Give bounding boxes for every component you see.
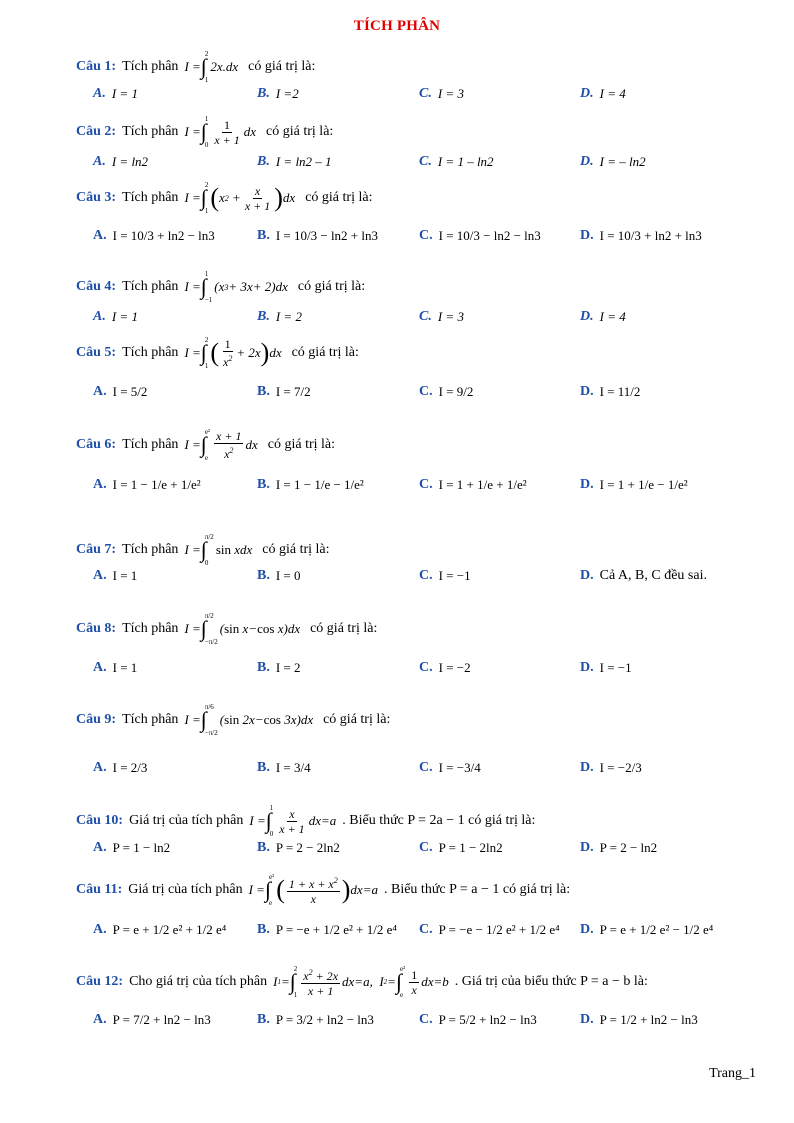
option-d[interactable]: D. I = −2/3 [580,760,642,775]
question-expression: I = ∫ 2 1 ( $\frac{1}{x^2}$ + 2 x ) dx [184,336,282,370]
options-row-8 [0,660,794,684]
question-label: Câu 7: [76,542,117,557]
question-prefix: Tích phân [122,712,179,727]
option-c[interactable]: C. I = 1 – ln2 [419,154,494,169]
option-d[interactable]: D. I = 4 [580,86,626,101]
options-row-6 [0,477,794,501]
option-a[interactable]: A. I = 10/3 + ln2 − ln3 [93,228,215,243]
option-d[interactable]: D. P = 1/2 + ln2 − ln3 [580,1012,698,1027]
question-expression: I 1 = ∫ 2 1 $\frac{x^2 + 2x}{x + 1}$ dx = a , I 2 = ∫ e² e $\frac{1}{x}$ dx = b [273,965,449,999]
option-b[interactable]: B. P = −e + 1/2 e² + 1/2 e⁴ [257,922,397,937]
option-c[interactable]: C. I = −3/4 [419,760,481,775]
options-row-12 [0,1012,794,1036]
option-c[interactable]: C. P = 5/2 + ln2 − ln3 [419,1012,537,1027]
question-3 [76,181,372,215]
question-label: Câu 12: [76,974,124,989]
question-2 [76,115,333,149]
options-row-4 [0,309,794,333]
question-suffix: có giá trị là: [305,190,373,205]
question-9 [76,703,390,737]
option-a[interactable]: A. I = 2/3 [93,760,148,775]
option-a[interactable]: A. I = 1 [93,660,138,675]
question-label: Câu 10: [76,813,124,828]
question-suffix: có giá trị là: [291,345,359,360]
option-c[interactable]: C. I = 3 [419,309,464,324]
option-b[interactable]: B. I =2 [257,86,299,101]
question-label: Câu 4: [76,279,117,294]
option-c[interactable]: C. P = −e − 1/2 e² + 1/2 e⁴ [419,922,560,937]
question-expression: I = ∫ π/2 0 sin xdx [184,533,253,567]
question-prefix: Tích phân [122,190,179,205]
options-row-3 [0,228,794,252]
option-d[interactable]: D. I = −1 [580,660,632,675]
option-b[interactable]: B. I = 1 − 1/e − 1/e² [257,477,364,492]
question-label: Câu 5: [76,345,117,360]
question-suffix: có giá trị là: [248,59,316,74]
option-a[interactable]: A. P = e + 1/2 e² + 1/2 e⁴ [93,922,227,937]
option-a[interactable]: A. I = ln2 [93,154,149,169]
option-a[interactable]: A. P = 7/2 + ln2 − ln3 [93,1012,211,1027]
options-row-11 [0,922,794,946]
question-prefix: Tích phân [122,621,179,636]
question-suffix: . Giá trị của biểu thức P = a − b là: [454,974,648,989]
option-d[interactable]: D. I = 11/2 [580,384,641,399]
question-label: Câu 9: [76,712,117,727]
option-c[interactable]: C. I = −2 [419,660,471,675]
option-c[interactable]: C. I = 10/3 − ln2 − ln3 [419,228,541,243]
option-b[interactable]: B. P = 2 − 2ln2 [257,840,340,855]
question-prefix: Giá trị của tích phân [128,882,243,897]
question-prefix: Giá trị của tích phân [129,813,244,828]
option-b[interactable]: B. I = 2 [257,309,302,324]
option-c[interactable]: C. P = 1 − 2ln2 [419,840,503,855]
question-expression: I = ∫ 1 0 $\frac{x}{x + 1}$ dx = a [249,804,337,838]
question-label: Câu 6: [76,437,117,452]
question-expression: I = ∫ 2 1 ( x 2 + $\frac{x}{x + 1}$ ) dx [184,181,296,215]
question-10 [76,804,535,838]
question-prefix: Tích phân [122,345,179,360]
option-a[interactable]: A. I = 1 [93,568,138,583]
option-c[interactable]: C. I = −1 [419,568,471,583]
question-suffix: . Biểu thức P = 2a − 1 có giá trị là: [342,813,536,828]
question-expression: I = ∫ π/2 −π/2 ( sin x − cos x ) dx [184,612,301,646]
option-d[interactable]: D. Cả A, B, C đều sai. [580,568,707,583]
question-11 [76,873,570,907]
question-expression: I = ∫ 1 0 $\frac{1}{x + 1}$ dx [184,115,257,149]
question-expression: I = ∫ 2 1 2 x . dx [184,50,239,84]
question-expression: I = ∫ 1 −1 ( x 3 + 3 x + 2) dx [184,270,288,304]
options-row-10 [0,840,794,864]
option-d[interactable]: D. I = 10/3 + ln2 + ln3 [580,228,702,243]
question-6 [76,428,335,462]
question-suffix: có giá trị là: [323,712,391,727]
question-label: Câu 1: [76,59,117,74]
option-c[interactable]: C. I = 3 [419,86,464,101]
question-suffix: . Biểu thức P = a − 1 có giá trị là: [383,882,571,897]
question-suffix: có giá trị là: [267,437,336,452]
options-row-1 [0,86,794,110]
question-12 [76,965,648,999]
question-prefix: Tích phân [122,279,179,294]
option-b[interactable]: B. I = ln2 – 1 [257,154,332,169]
question-1 [76,50,315,84]
options-row-2 [0,154,794,178]
options-row-5 [0,384,794,408]
question-prefix: Tích phân [122,437,179,452]
page-title: TÍCH PHÂN [353,18,441,34]
option-b[interactable]: B. I = 7/2 [257,384,311,399]
option-a[interactable]: A. P = 1 − ln2 [93,840,171,855]
option-b[interactable]: B. I = 2 [257,660,301,675]
question-suffix: có giá trị là: [262,542,330,557]
question-label: Câu 11: [76,882,123,897]
option-b[interactable]: B. I = 0 [257,568,301,583]
question-expression: I = ∫ e² e ( $\frac{1 + x + x^2}{x}$ ) dx = a [248,873,378,907]
question-5 [76,336,359,370]
option-a[interactable]: A. I = 1 [93,309,138,324]
options-row-7 [0,568,794,592]
question-prefix: Tích phân [122,124,179,139]
option-d[interactable]: D. I = 1 + 1/e − 1/e² [580,477,688,492]
option-b[interactable]: B. I = 3/4 [257,760,311,775]
question-8 [76,612,377,646]
option-b[interactable]: B. I = 10/3 − ln2 + ln3 [257,228,379,243]
question-suffix: có giá trị là: [297,279,366,294]
question-label: Câu 8: [76,621,117,636]
question-7 [76,533,330,567]
question-prefix: Cho giá trị của tích phân [129,974,268,989]
option-a[interactable]: A. I = 1 − 1/e + 1/e² [93,477,201,492]
option-d[interactable]: D. I = – ln2 [580,154,646,169]
question-expression: I = ∫ π/6 −π/2 ( sin 2 x − cos 3 x ) dx [184,703,314,737]
option-b[interactable]: B. P = 3/2 + ln2 − ln3 [257,1012,374,1027]
option-c[interactable]: C. I = 1 + 1/e + 1/e² [419,477,527,492]
question-suffix: có giá trị là: [310,621,378,636]
question-suffix: có giá trị là: [266,124,334,139]
question-prefix: Tích phân [122,542,179,557]
page-number: Trang_1 [709,1066,756,1081]
option-a[interactable]: A. I = 5/2 [93,384,148,399]
question-expression: I = ∫ e² e $\frac{x + 1}{x^2}$ dx [184,428,258,462]
option-a[interactable]: A. I = 1 [93,86,138,101]
option-c[interactable]: C. I = 9/2 [419,384,474,399]
question-label: Câu 2: [76,124,117,139]
option-d[interactable]: D. I = 4 [580,309,626,324]
option-d[interactable]: D. P = e + 1/2 e² − 1/2 e⁴ [580,922,714,937]
question-prefix: Tích phân [122,59,179,74]
options-row-9 [0,760,794,784]
question-4 [76,270,365,304]
option-d[interactable]: D. P = 2 − ln2 [580,840,658,855]
question-label: Câu 3: [76,190,117,205]
